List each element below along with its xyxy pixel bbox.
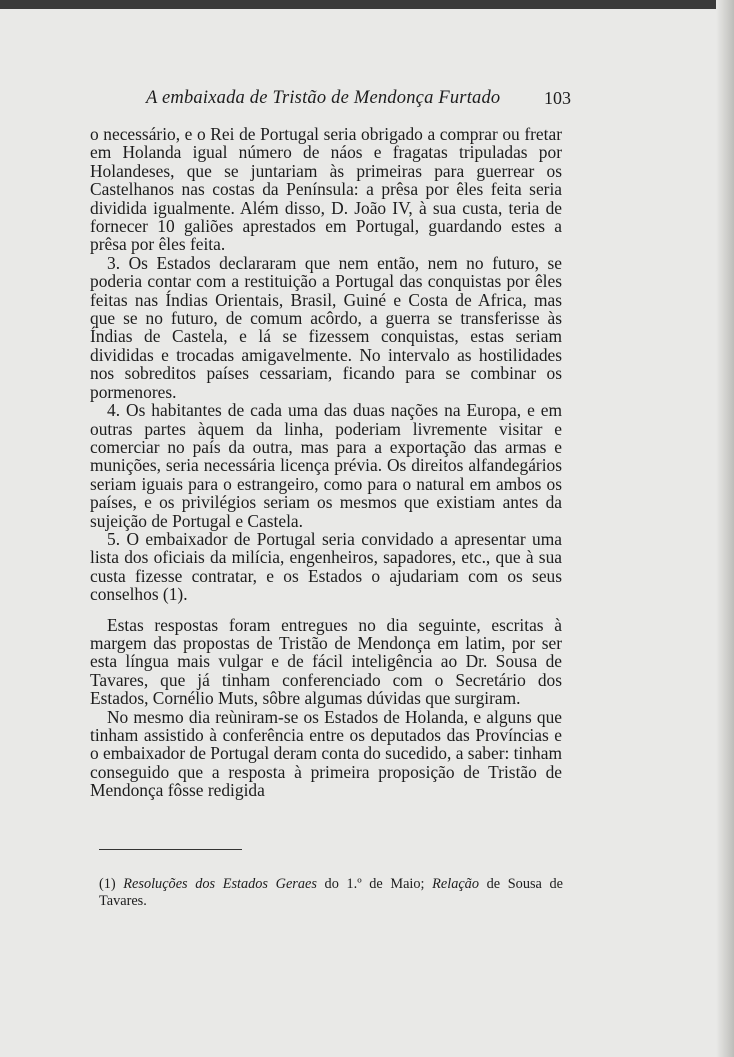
running-title: A embaixada de Tristão de Mendonça Furtado (146, 88, 501, 108)
footnote-source-1: Resoluções dos Estados Geraes (123, 876, 317, 892)
body-text (90, 125, 562, 800)
paragraph-same-day: No mesmo dia reùniram-se os Estados de Holanda, e alguns que tinham assistido à conferência entre os deputados das Províncias e o embaixador de Portugal deram conta do sucedido, a saber: tinham conseguido que a resposta à primeira proposição de Tristão de Mendonça fôsse redigida (90, 706, 562, 801)
page-header (146, 88, 571, 114)
footnote (99, 876, 563, 910)
scan-top-edge (0, 0, 734, 9)
footnote-text-2: de Sousa de Tavares. (99, 876, 563, 909)
paragraph-item-5: 5. O embaixador de Portugal seria convidado a apresentar uma lista dos oficiais da milícia, engenheiros, sapadores, etc., que à sua custa fizesse contratar, e os Estados o ajudariam com os seus conselhos (1). (90, 528, 562, 605)
footnote-marker: (1) (99, 876, 116, 892)
footnote-source-2: Relação (432, 876, 479, 892)
paragraph-item-3: 3. Os Estados declararam que nem então, nem no futuro, se poderia contar com a restituição a Portugal das conquistas por êles feitas nas Índias Orientais, Brasil, Guiné e Costa de Africa, mas que se no futuro, de comum acôrdo, a guerra se transferisse às Índias de Castela, e lá se fizessem conquistas, estas seriam divididas e trocadas amigavelmente. No intervalo as hostilidades nos sobreditos países cessariam, ficando para se combinar os pormenores. (90, 252, 562, 402)
footnote-text-1: do 1.º de Maio; (324, 876, 425, 892)
page-number: 103 (544, 88, 571, 108)
footnote-rule (99, 849, 242, 850)
paragraph-responses: Estas respostas foram entregues no dia seguinte, escritas à margem das propostas de Tristão de Mendonça em latim, por ser esta língua mais vulgar e de fácil inteligência ao Dr. Sousa de Tavares, que já tinham conferenciado com o Secretário dos Estados, Cornélio Muts, sôbre algumas dúvidas que surgiram. (90, 614, 562, 709)
paragraph-continuation: o necessário, e o Rei de Portugal seria obrigado a comprar ou fretar em Holanda igual número de náos e fragatas tripuladas por Holandeses, que se juntariam às primeiras para guerrear os Castelhanos nas costas da Península: a prêsa por êles feita seria dividida igualmente. Além disso, D. João IV, à sua custa, teria de fornecer 10 galiões aprestados em Portugal, guardando estes a prêsa por êles feita. (90, 124, 562, 255)
page-right-edge (716, 0, 734, 1057)
paragraph-item-4: 4. Os habitantes de cada uma das duas nações na Europa, e em outras partes àquem da linha, poderiam livremente visitar e comerciar no país da outra, mas para a exportação das armas e munições, seria necessária licença prévia. Os direitos alfandegários seriam iguais para o estrangeiro, como para o natural em ambos os países, e os privilégios seriam os mesmos que existiam antes da sujeição de Portugal e Castela. (90, 400, 562, 531)
